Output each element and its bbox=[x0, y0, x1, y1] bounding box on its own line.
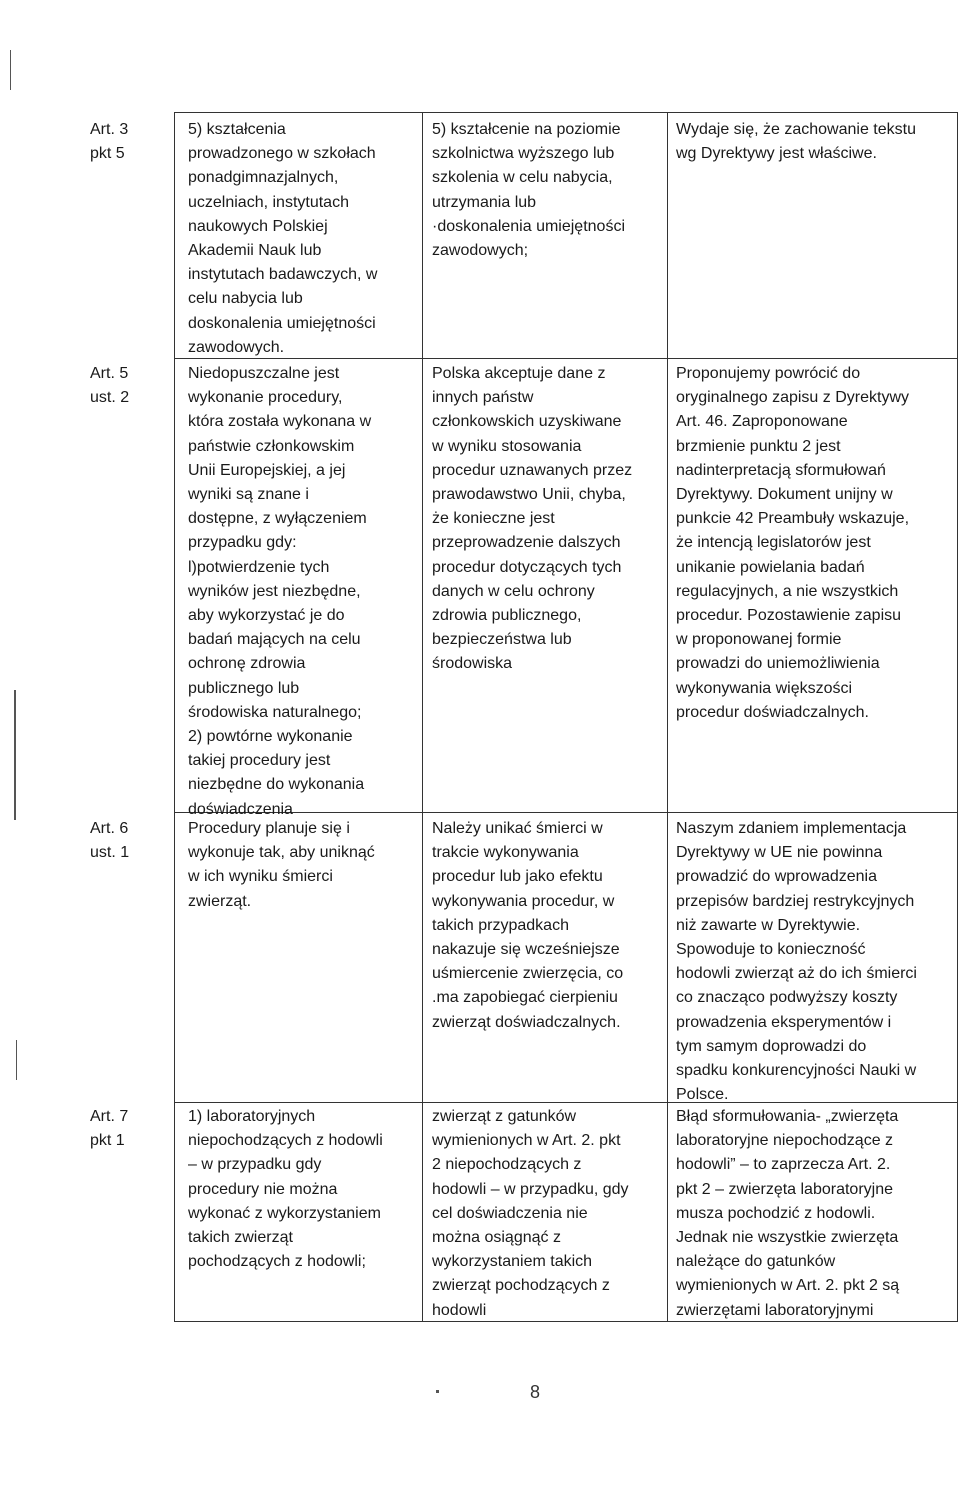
original-text-cell: 1) laboratoryjnych niepochodzących z hodowli – w przypadku gdy procedury nie można wykonać z wykorzystaniem takich zwierząt pochodzących z hodowli; bbox=[188, 1108, 383, 1271]
comment-cell: Naszym zdaniem implementacja Dyrektywy w UE nie powinna prowadzić do wprowadzenia przepisów bardziej restrykcyjnych niż zawarte w Dyrektywie. Spowoduje to konieczność hodowli zwierząt aż do ich śmierci co znacząco podwyższy koszty prowadzenia eksperymentów i tym samym doprowadzi do spadku konkurencyjności Nauki w Polsce. bbox=[676, 820, 917, 1104]
article-reference: Art. 6 ust. 1 bbox=[90, 820, 130, 862]
scan-artifact bbox=[14, 690, 16, 820]
scan-artifact bbox=[10, 50, 11, 90]
table-rule bbox=[957, 112, 958, 1322]
table-rule bbox=[174, 112, 958, 113]
comment-cell: Wydaje się, że zachowanie tekstu wg Dyrektywy jest właściwe. bbox=[676, 121, 916, 163]
scan-artifact bbox=[16, 1040, 17, 1080]
table-rule bbox=[667, 112, 668, 1322]
table-rule bbox=[422, 112, 423, 1322]
original-text-cell: Procedury planuje się i wykonuje tak, aby uniknąć w ich wyniku śmierci zwierząt. bbox=[188, 820, 375, 910]
comment-cell: Błąd sformułowania- „zwierzęta laboratoryjne niepochodzące z hodowli” – to zaprzecza Art. 2. pkt 2 – zwierzęta laboratoryjne musza pochodzić z hodowli. Jednak nie wszystkie zwierzęta należące do gatunków wymienionych w Art. 2. pkt 2 są zwierzętami laboratoryjnymi bbox=[676, 1108, 900, 1319]
comparison-table bbox=[82, 112, 958, 1322]
article-reference: Art. 5 ust. 2 bbox=[90, 365, 130, 407]
proposed-text-cell: Polska akceptuje dane z innych państw członkowskich uzyskiwane w wyniku stosowania procedur uznawanych przez prawodawstwo Unii, chyba, że konieczne jest przeprowadzenie dalszych procedur dotyczących tych danych w celu ochrony zdrowia publicznego, bezpieczeństwa lub środowiska bbox=[432, 365, 633, 673]
article-reference: Art. 3 pkt 5 bbox=[90, 121, 129, 163]
scan-artifact bbox=[436, 1390, 439, 1393]
proposed-text-cell: Należy unikać śmierci w trakcie wykonywania procedur lub jako efektu wykonywania procedur, w takich przypadkach nakazuje się wcześniejsze uśmiercenie zwierzęcia, co .ma zapobiegać cierpieniu zwierząt doświadczalnych. bbox=[432, 820, 624, 1031]
proposed-text-cell: zwierząt z gatunków wymienionych w Art. 2. pkt 2 niepochodzących z hodowli – w przypadku, gdy cel doświadczenia nie można osiągnąć z wykorzystaniem takich zwierząt pochodzących z hodowli bbox=[432, 1108, 629, 1319]
proposed-text-cell: 5) kształcenie na poziomie szkolnictwa wyższego lub szkolenia w celu nabycia, utrzymania lub ·doskonalenia umiejętności zawodowych; bbox=[432, 121, 625, 260]
comment-cell: Proponujemy powrócić do oryginalnego zapisu z Dyrektywy Art. 46. Zaproponowane brzmienie punktu 2 jest nadinterpretacją sformułowań Dyrektywy. Dokument unijny w punkcie 42 Preambuły wskazuje, że intencją legislatorów jest unikanie powielania badań regulacyjnych, a nie wszystkich procedur. Pozostawienie zapisu w proponowanej formie prowadzi do uniemożliwienia wykonywania większości procedur doświadczalnych. bbox=[676, 365, 910, 721]
original-text-cell: Niedopuszczalne jest wykonanie procedury, która została wykonana w państwie członkowskim Unii Europejskiej, a jej wyniki są znane i dostępne, z wyłączeniem przypadku gdy: l)potwierdzenie tych wyników jest niezbędne, aby wykorzystać je do badań mających na celu ochronę zdrowia publicznego lub środowiska naturalnego; 2) powtórne wykonanie takiej procedury jest niezbędne do wykonania doświadczenia bbox=[188, 365, 372, 818]
page-number: 8 bbox=[529, 1382, 540, 1402]
original-text-cell: 5) kształcenia prowadzonego w szkołach ponadgimnazjalnych, uczelniach, instytutach naukowych Polskiej Akademii Nauk lub instytutach badawczych, w celu nabycia lub doskonalenia umiejętności zawodowych. bbox=[188, 121, 378, 356]
article-reference: Art. 7 pkt 1 bbox=[90, 1108, 129, 1150]
table-rule bbox=[174, 112, 175, 1322]
